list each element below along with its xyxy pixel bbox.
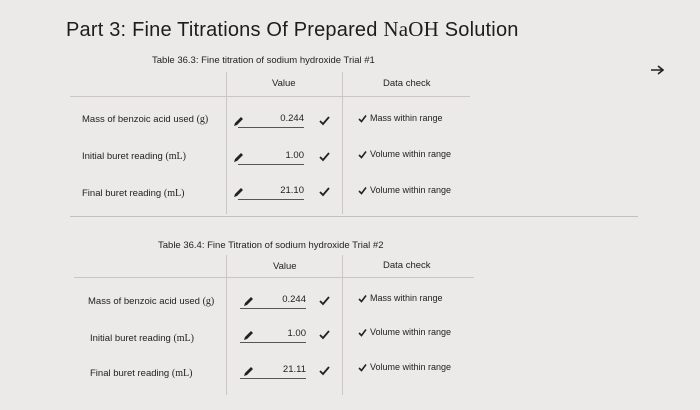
checkmark-icon: [358, 114, 367, 123]
cursor-icon: [650, 63, 664, 77]
title-chem: NaOH: [383, 17, 439, 41]
checkmark-icon: [319, 365, 330, 376]
row-label-mass: Mass of benzoic acid used (g): [82, 114, 209, 125]
data-check-status: Volume within range: [358, 185, 451, 195]
checkmark-icon: [358, 150, 367, 159]
row-label-initial-buret: Initial buret reading (mL): [90, 333, 194, 344]
row-label-final-buret: Final buret reading (mL): [82, 188, 185, 199]
data-check-status: Volume within range: [358, 149, 451, 159]
value-field-mass[interactable]: 0.244: [238, 111, 304, 128]
checkmark-icon: [358, 328, 367, 337]
column-divider: [226, 72, 227, 214]
table-caption: Table 36.3: Fine titration of sodium hydroxide Trial #1: [152, 55, 375, 66]
column-divider: [342, 72, 343, 214]
checkmark-icon: [358, 294, 367, 303]
row-label-mass: Mass of benzoic acid used (g): [88, 296, 215, 307]
checkmark-icon: [319, 115, 330, 126]
data-check-status: Volume within range: [358, 362, 451, 372]
section-divider: [70, 216, 638, 217]
column-divider: [342, 255, 343, 395]
data-check-status: Mass within range: [358, 113, 443, 123]
checkmark-icon: [319, 151, 330, 162]
checkmark-icon: [319, 295, 330, 306]
table-rule: [74, 277, 474, 278]
checkmark-icon: [358, 363, 367, 372]
title-tail: Solution: [438, 19, 519, 41]
value-field-final-buret[interactable]: 21.11: [240, 362, 306, 379]
checkmark-icon: [319, 329, 330, 340]
data-check-status: Mass within range: [358, 293, 443, 303]
data-check-status: Volume within range: [358, 327, 451, 337]
value-field-initial-buret[interactable]: 1.00: [238, 148, 304, 165]
checkmark-icon: [358, 186, 367, 195]
row-label-final-buret: Final buret reading (mL): [90, 368, 193, 379]
column-header-data-check: Data check: [383, 260, 431, 271]
value-field-initial-buret[interactable]: 1.00: [240, 326, 306, 343]
value-field-mass[interactable]: 0.244: [240, 292, 306, 309]
column-header-data-check: Data check: [383, 78, 431, 89]
row-label-initial-buret: Initial buret reading (mL): [82, 151, 186, 162]
column-header-value: Value: [272, 78, 296, 89]
value-field-final-buret[interactable]: 21.10: [238, 183, 304, 200]
checkmark-icon: [319, 186, 330, 197]
table-caption: Table 36.4: Fine Titration of sodium hydroxide Trial #2: [158, 240, 384, 251]
title-text: Part 3: Fine Titrations Of Prepared: [66, 19, 384, 41]
table-rule: [70, 96, 470, 97]
column-header-value: Value: [273, 261, 297, 272]
page-title: [66, 17, 519, 42]
column-divider: [226, 255, 227, 395]
